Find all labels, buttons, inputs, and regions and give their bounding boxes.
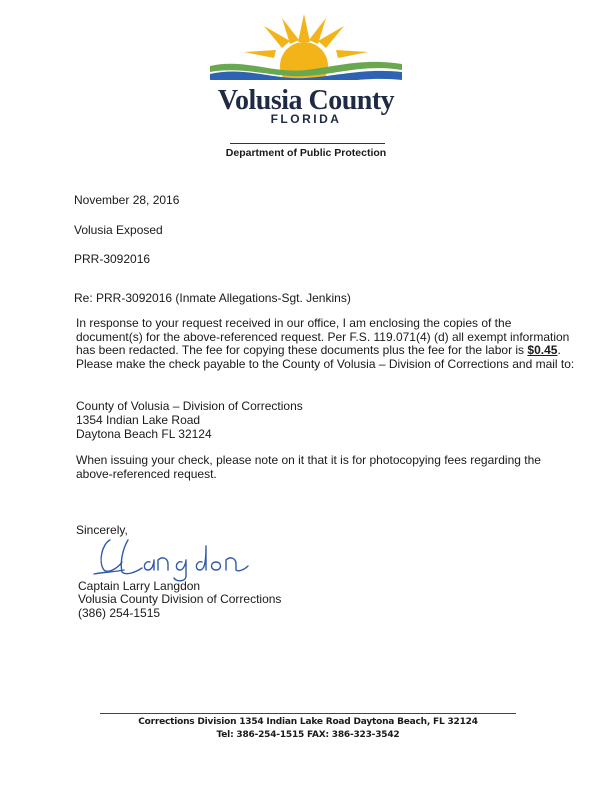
- footer-divider: [100, 713, 516, 714]
- closing: Sincerely,: [76, 523, 128, 537]
- body-paragraph-1: [76, 317, 576, 371]
- body-paragraph-1-text-b: . Please make the check payable to the County of Volusia – Division of Corrections and mail to:: [76, 343, 575, 371]
- signer-title: Volusia County Division of Corrections: [78, 592, 282, 606]
- signer-name: Captain Larry Langdon: [78, 579, 201, 593]
- body-paragraph-1-text-a: In response to your request received in our office, I am enclosing the copies of the document(s) for the above-referenced request. Per F.S. 119.071(4) (d) all exempt information has been redacted. The fee for copying these documents plus the fee for the labor is: [76, 316, 570, 357]
- footer-contact: Tel: 386-254-1515 FAX: 386-323-3542: [216, 730, 400, 740]
- body-paragraph-2: When issuing your check, please note on it that it is for photocopying fees regarding the above-referenced request.: [76, 453, 541, 481]
- mail-address-line-3: Daytona Beach FL 32124: [76, 427, 212, 441]
- handwritten-signature: [92, 532, 252, 582]
- letter-subject: Re: PRR-3092016 (Inmate Allegations-Sgt. Jenkins): [74, 291, 351, 305]
- letter-recipient: Volusia Exposed: [74, 223, 163, 237]
- letter-reference: PRR-3092016: [74, 252, 151, 266]
- org-name: Volusia County: [217, 85, 395, 116]
- mail-address-line-2: 1354 Indian Lake Road: [76, 413, 201, 427]
- org-state: FLORIDA: [270, 112, 342, 126]
- letter-date: November 28, 2016: [74, 193, 180, 207]
- volusia-sun-logo: [204, 14, 408, 84]
- footer-address: Corrections Division 1354 Indian Lake Road Daytona Beach, FL 32124: [138, 717, 478, 727]
- signer-phone: (386) 254-1515: [78, 606, 161, 620]
- mail-address-line-1: County of Volusia – Division of Corrections: [76, 399, 303, 413]
- department-name: Department of Public Protection: [225, 147, 387, 159]
- fee-amount: $0.45: [527, 343, 558, 357]
- header-divider: [230, 143, 385, 144]
